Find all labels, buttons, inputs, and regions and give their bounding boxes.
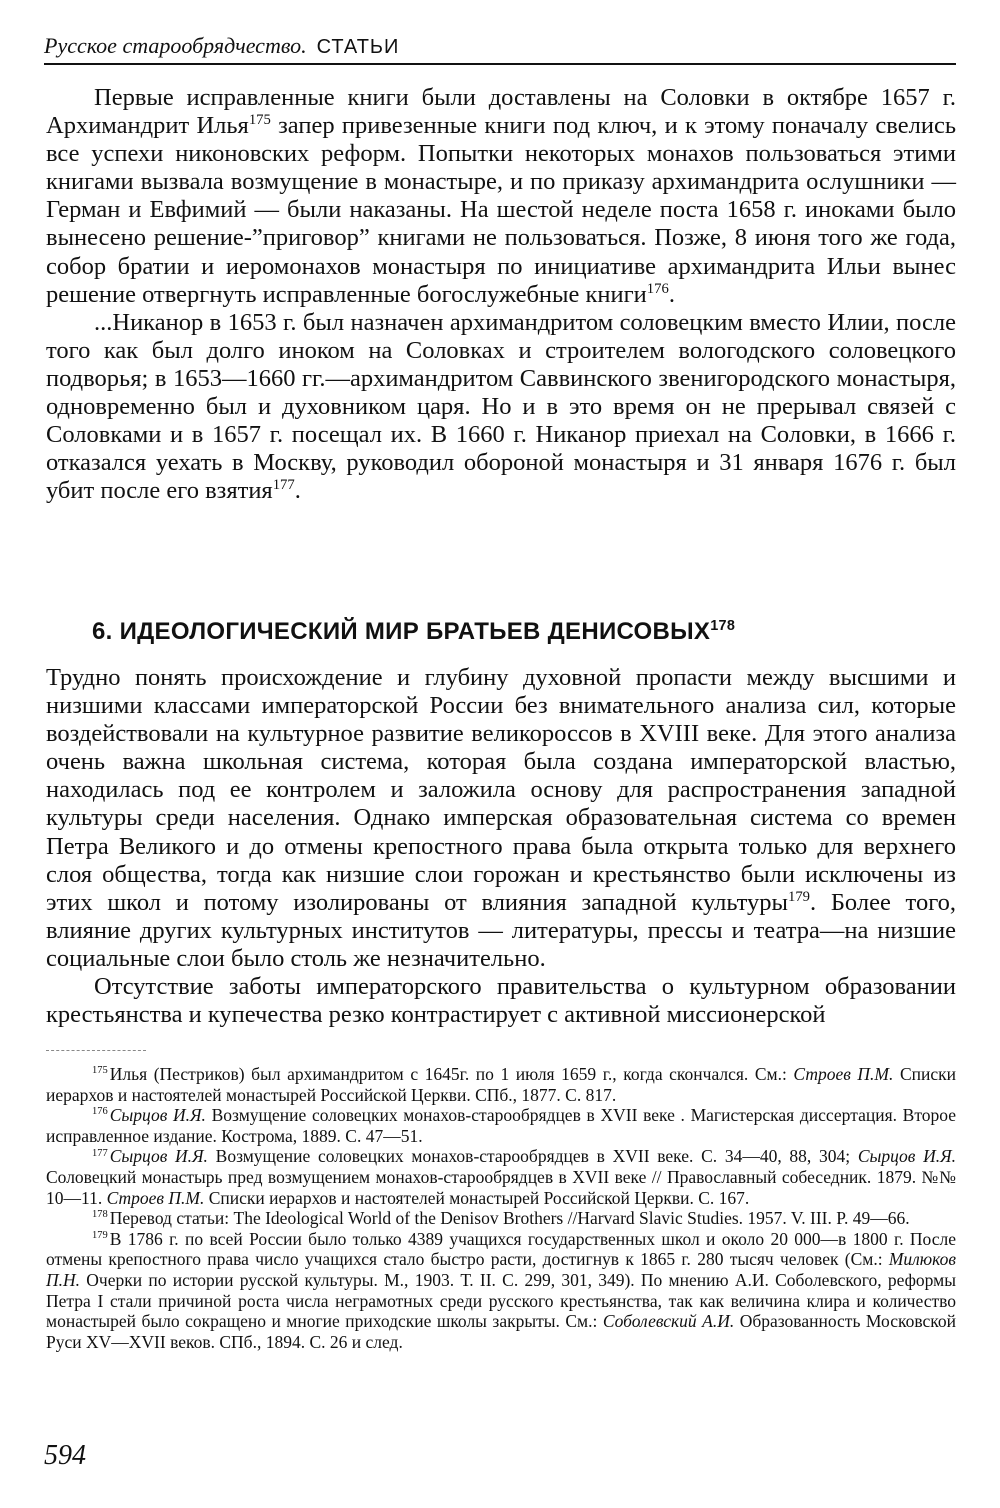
running-head-title: Русское старообрядчество. <box>44 33 307 58</box>
paragraph: Отсутствие заботы императорского правительства о культурном образовании крестьянства и купечества резко контрастирует с активной миссионерской <box>46 973 956 1029</box>
footnote-176: $^{176}$ Сырцов И.Я. Возмущение соловецких монахов-старообрядцев в XVII веке . Магистерская диссертация. Второе исправленное издание. Кострома, 1889. С. 47—51. <box>46 1105 956 1146</box>
section-heading: 6. ИДЕОЛОГИЧЕСКИЙ МИР БРАТЬЕВ ДЕНИСОВЫХ$^{178}$ <box>92 618 736 645</box>
footnote-179: $^{179}$ В 1786 г. по всей России было только 4389 учащихся государственных школ и около 20 000—в 1800 г. После отмены крепостного права число учащихся стало быстро расти, достигнув к 1865 г. 280 тысяч человек (См.: Милюков П.Н. Очерки по истории русской культуры. М., 1903. Т. II. С. 299, 301, 349). По мнению А.И. Соболевского, реформы Петра I стали причиной роста числа неграмотных среди русского крестьянства, так как величина клира и количество монастырей было сокращено и многие приходские школы закрыты. См.: Соболевский А.И. Образованность Московской Руси XV—XVII веков. СПб., 1894. С. 26 и след. <box>46 1228 956 1352</box>
footnote-ref: 179 <box>787 888 810 905</box>
footnote-number: 178 <box>92 1209 108 1221</box>
footnote-number: 176 <box>92 1106 108 1118</box>
footnote-ref: 178 <box>710 618 736 634</box>
footnote-number: 179 <box>92 1229 108 1241</box>
paragraph: ...Никанор в 1653 г. был назначен архимандритом соловецким вместо Илии, после того как был долго иноком на Соловках и строителем вологодского соловецкого подворья; в 1653—1660 гг.—архимандритом Саввинского звенигородского монастыря, одновременно был и духовником царя. Но и в это время он не прерывал связей с Соловками и в 1657 г. посещал их. В 1660 г. Никанор приехал на Соловки, в 1666 г. отказался уехать в Москву, руководил обороной монастыря и 31 января 1676 г. был убит после его взятия$^{177}$. <box>46 308 956 505</box>
footnote-number: 175 <box>92 1065 108 1077</box>
section-1-text <box>46 84 956 505</box>
footnote-number: 177 <box>92 1147 108 1159</box>
footnote-ref: 176 <box>646 280 669 297</box>
running-head-section: СТАТЬИ <box>316 36 400 58</box>
page-number: 594 <box>44 1440 86 1471</box>
footnote-separator <box>46 1050 146 1051</box>
footnote-177: $^{177}$ Сырцов И.Я. Возмущение соловецких монахов-старообрядцев в XVII веке. С. 34—40, 88, 304; Сырцов И.Я. Соловецкий монастырь пред возмущением монахов-старообрядцев в XVII веке // Православный собеседник. 1879. №№ 10—11. Строев П.М. Списки иерархов и настоятелей монастырей Российской Церкви. С. 167. <box>46 1146 956 1208</box>
footnote-ref: 175 <box>248 111 271 128</box>
footnote-ref: 177 <box>272 477 295 494</box>
footnote-175: $^{175}$ Илья (Пестриков) был архимандритом с 1645г. по 1 июля 1659 г., когда скончался. См.: Строев П.М. Списки иерархов и настоятелей монастырей Российской Церкви. СПб., 1877. С. 817. <box>46 1064 956 1105</box>
paragraph: Трудно понять происхождение и глубину духовной пропасти между высшими и низшими классами императорской России без внимательного анализа сил, которые воздействовали на культурное развитие великороссов в XVIII веке. Для этого анализа очень важна школьная система, которая была создана императорской властью, находилась под ее контролем и заложила основу для распространения западной культуры среди населения. Однако имперская образовательная система со времен Петра Великого и до отмены крепостного права была открыта только для верхнего слоя общества, тогда как низшие слои горожан и крестьянство были исключены из этих школ и потому изолированы от влияния западной культуры$^{179}$. Более того, влияние других культурных институтов — литературы, прессы и театра—на низшие социальные слои было столь же незначительно. <box>46 664 957 972</box>
running-head <box>44 33 956 65</box>
footnotes <box>46 1064 956 1352</box>
footnote-178: $^{178}$ Перевод статьи: The Ideological World of the Denisov Brothers //Harvard Slavic Studies. 1957. V. III. P. 49—66. <box>92 1208 910 1229</box>
paragraph: Первые исправленные книги были доставлены на Соловки в октябре 1657 г. Архимандрит Илья$^{175}$ запер привезенные книги под ключ, и к этому поначалу свелись все успехи никоновских реформ. Попытки некоторых монахов пользоваться этими книгами вызвала возмущение в монастыре, и по приказу архимандрита ослушники — Герман и Евфимий — были наказаны. На шестой неделе поста 1658 г. иноками было вынесено решение-”приговор” книгами не пользоваться. Позже, 8 июня того же года, собор братии и иеромонахов монастыря по инициативе архимандрита Ильи вынес решение отвергнуть исправленные богослужебные книги$^{176}$. <box>46 84 956 308</box>
section-2-text <box>46 664 956 1029</box>
